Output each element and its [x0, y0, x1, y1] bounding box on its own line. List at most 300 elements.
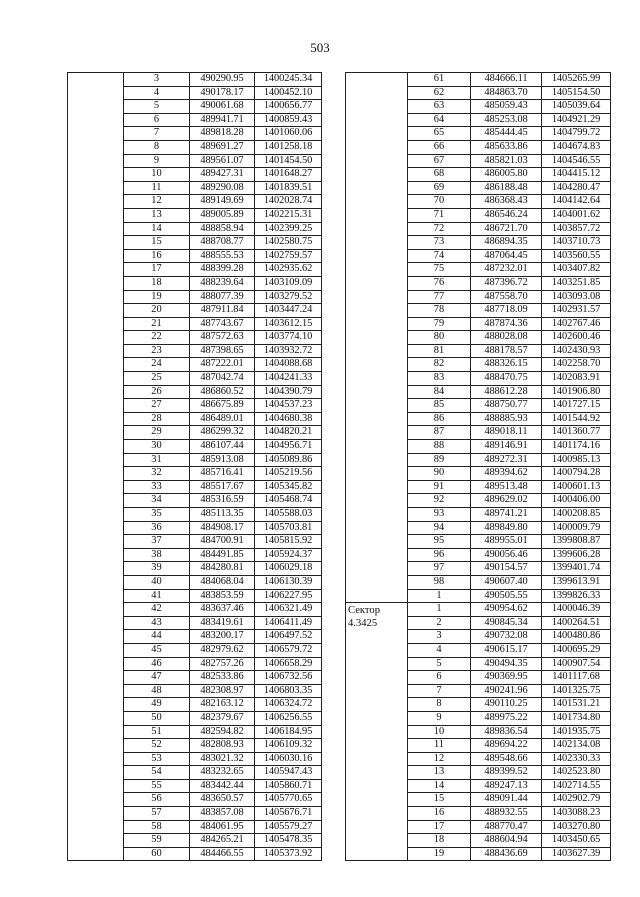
x-coordinate-cell: 482533.86 — [190, 671, 255, 685]
x-coordinate-cell: 490056.46 — [471, 548, 542, 562]
x-coordinate-cell: 483637.46 — [190, 603, 255, 617]
point-number-cell: 70 — [408, 195, 471, 209]
y-coordinate-cell: 1399808.87 — [542, 535, 611, 549]
y-coordinate-cell: 1403093.08 — [542, 290, 611, 304]
x-coordinate-cell: 489741.21 — [471, 508, 542, 522]
x-coordinate-cell: 489836.54 — [471, 725, 542, 739]
point-number-cell: 87 — [408, 426, 471, 440]
y-coordinate-cell: 1401258.18 — [255, 140, 322, 154]
y-coordinate-cell: 1401325.75 — [542, 684, 611, 698]
x-coordinate-cell: 483200.17 — [190, 630, 255, 644]
y-coordinate-cell: 1404674.83 — [542, 140, 611, 154]
y-coordinate-cell: 1403270.80 — [542, 820, 611, 834]
coordinates-table-left-body — [68, 73, 322, 861]
x-coordinate-cell: 485517.67 — [190, 480, 255, 494]
x-coordinate-cell: 487558.70 — [471, 290, 542, 304]
x-coordinate-cell: 486721.70 — [471, 222, 542, 236]
y-coordinate-cell: 1402028.74 — [255, 195, 322, 209]
point-number-cell: 67 — [408, 154, 471, 168]
x-coordinate-cell: 487042.74 — [190, 372, 255, 386]
point-number-cell: 91 — [408, 480, 471, 494]
point-number-cell: 68 — [408, 168, 471, 182]
y-coordinate-cell: 1405579.27 — [255, 820, 322, 834]
x-coordinate-cell: 489091.44 — [471, 793, 542, 807]
y-coordinate-cell: 1404537.23 — [255, 399, 322, 413]
coordinates-table-right-body — [346, 73, 611, 861]
coordinates-table-left — [67, 72, 322, 861]
point-number-cell: 85 — [408, 399, 471, 413]
point-number-cell: 92 — [408, 494, 471, 508]
point-number-cell: 13 — [408, 766, 471, 780]
x-coordinate-cell: 488077.39 — [190, 290, 255, 304]
y-coordinate-cell: 1404280.47 — [542, 181, 611, 195]
point-number-cell: 16 — [408, 807, 471, 821]
x-coordinate-cell: 482163.12 — [190, 698, 255, 712]
point-number-cell: 61 — [408, 73, 471, 87]
y-coordinate-cell: 1403088.23 — [542, 807, 611, 821]
y-coordinate-cell: 1400480.86 — [542, 630, 611, 644]
table-row — [68, 73, 322, 87]
point-number-cell: 15 — [124, 236, 190, 250]
point-number-cell: 3 — [408, 630, 471, 644]
x-coordinate-cell: 484265.21 — [190, 834, 255, 848]
point-number-cell: 38 — [124, 548, 190, 562]
x-coordinate-cell: 489149.69 — [190, 195, 255, 209]
point-number-cell: 45 — [124, 643, 190, 657]
y-coordinate-cell: 1402935.62 — [255, 263, 322, 277]
point-number-cell: 7 — [124, 127, 190, 141]
sector-label-line: Сектор — [348, 605, 380, 617]
y-coordinate-cell: 1405588.03 — [255, 508, 322, 522]
point-number-cell: 16 — [124, 249, 190, 263]
y-coordinate-cell: 1400907.54 — [542, 657, 611, 671]
x-coordinate-cell: 489849.80 — [471, 521, 542, 535]
x-coordinate-cell: 490061.68 — [190, 100, 255, 114]
y-coordinate-cell: 1402330.33 — [542, 752, 611, 766]
point-number-cell: 6 — [124, 113, 190, 127]
y-coordinate-cell: 1399613.91 — [542, 575, 611, 589]
y-coordinate-cell: 1406227.95 — [255, 589, 322, 603]
x-coordinate-cell: 489548.66 — [471, 752, 542, 766]
point-number-cell: 83 — [408, 372, 471, 386]
x-coordinate-cell: 487396.72 — [471, 276, 542, 290]
point-number-cell: 84 — [408, 385, 471, 399]
point-number-cell: 63 — [408, 100, 471, 114]
y-coordinate-cell: 1399826.33 — [542, 589, 611, 603]
table-row — [346, 603, 611, 617]
x-coordinate-cell: 484280.81 — [190, 562, 255, 576]
x-coordinate-cell: 488239.64 — [190, 276, 255, 290]
x-coordinate-cell: 484491.85 — [190, 548, 255, 562]
y-coordinate-cell: 1400985.13 — [542, 453, 611, 467]
x-coordinate-cell: 487743.67 — [190, 317, 255, 331]
point-number-cell: 10 — [124, 168, 190, 182]
y-coordinate-cell: 1405154.50 — [542, 86, 611, 100]
y-coordinate-cell: 1401648.27 — [255, 168, 322, 182]
y-coordinate-cell: 1402759.57 — [255, 249, 322, 263]
x-coordinate-cell: 486860.52 — [190, 385, 255, 399]
point-number-cell: 28 — [124, 412, 190, 426]
y-coordinate-cell: 1404820.21 — [255, 426, 322, 440]
point-number-cell: 47 — [124, 671, 190, 685]
y-coordinate-cell: 1402580.75 — [255, 236, 322, 250]
point-number-cell: 34 — [124, 494, 190, 508]
point-number-cell: 44 — [124, 630, 190, 644]
y-coordinate-cell: 1401734.80 — [542, 711, 611, 725]
y-coordinate-cell: 1400859.43 — [255, 113, 322, 127]
point-number-cell: 33 — [124, 480, 190, 494]
y-coordinate-cell: 1402430.93 — [542, 344, 611, 358]
point-number-cell: 1 — [408, 589, 471, 603]
point-number-cell: 31 — [124, 453, 190, 467]
x-coordinate-cell: 484700.91 — [190, 535, 255, 549]
x-coordinate-cell: 488750.77 — [471, 399, 542, 413]
x-coordinate-cell: 490615.17 — [471, 643, 542, 657]
point-number-cell: 9 — [408, 711, 471, 725]
y-coordinate-cell: 1403251.85 — [542, 276, 611, 290]
x-coordinate-cell: 483650.57 — [190, 793, 255, 807]
x-coordinate-cell: 490178.17 — [190, 86, 255, 100]
point-number-cell: 22 — [124, 331, 190, 345]
y-coordinate-cell: 1403710.73 — [542, 236, 611, 250]
point-number-cell: 12 — [408, 752, 471, 766]
point-number-cell: 97 — [408, 562, 471, 576]
y-coordinate-cell: 1404956.71 — [255, 440, 322, 454]
point-number-cell: 9 — [124, 154, 190, 168]
x-coordinate-cell: 485316.59 — [190, 494, 255, 508]
x-coordinate-cell: 489941.71 — [190, 113, 255, 127]
point-number-cell: 14 — [124, 222, 190, 236]
y-coordinate-cell: 1405676.71 — [255, 807, 322, 821]
y-coordinate-cell: 1406130.39 — [255, 575, 322, 589]
y-coordinate-cell: 1400452.10 — [255, 86, 322, 100]
x-coordinate-cell: 484068.04 — [190, 575, 255, 589]
point-number-cell: 1 — [408, 603, 471, 617]
x-coordinate-cell: 482308.97 — [190, 684, 255, 698]
y-coordinate-cell: 1405770.65 — [255, 793, 322, 807]
point-number-cell: 17 — [124, 263, 190, 277]
point-number-cell: 69 — [408, 181, 471, 195]
table-row — [346, 73, 611, 87]
point-number-cell: 75 — [408, 263, 471, 277]
y-coordinate-cell: 1406321.49 — [255, 603, 322, 617]
y-coordinate-cell: 1400406.00 — [542, 494, 611, 508]
point-number-cell: 59 — [124, 834, 190, 848]
x-coordinate-cell: 482594.82 — [190, 725, 255, 739]
y-coordinate-cell: 1400695.29 — [542, 643, 611, 657]
point-number-cell: 54 — [124, 766, 190, 780]
x-coordinate-cell: 485253.08 — [471, 113, 542, 127]
y-coordinate-cell: 1401117.68 — [542, 671, 611, 685]
x-coordinate-cell: 488932.55 — [471, 807, 542, 821]
y-coordinate-cell: 1401544.92 — [542, 412, 611, 426]
point-number-cell: 48 — [124, 684, 190, 698]
y-coordinate-cell: 1403612.15 — [255, 317, 322, 331]
point-number-cell: 49 — [124, 698, 190, 712]
x-coordinate-cell: 482808.93 — [190, 739, 255, 753]
y-coordinate-cell: 1400794.28 — [542, 467, 611, 481]
sector-label — [68, 73, 124, 861]
y-coordinate-cell: 1405345.82 — [255, 480, 322, 494]
point-number-cell: 79 — [408, 317, 471, 331]
point-number-cell: 58 — [124, 820, 190, 834]
x-coordinate-cell: 488470.75 — [471, 372, 542, 386]
point-number-cell: 11 — [408, 739, 471, 753]
point-number-cell: 15 — [408, 793, 471, 807]
x-coordinate-cell: 490732.08 — [471, 630, 542, 644]
y-coordinate-cell: 1406030.16 — [255, 752, 322, 766]
point-number-cell: 13 — [124, 208, 190, 222]
x-coordinate-cell: 490954.62 — [471, 603, 542, 617]
point-number-cell: 98 — [408, 575, 471, 589]
x-coordinate-cell: 485716.41 — [190, 467, 255, 481]
x-coordinate-cell: 488436.69 — [471, 847, 542, 861]
y-coordinate-cell: 1399401.74 — [542, 562, 611, 576]
x-coordinate-cell: 486005.80 — [471, 168, 542, 182]
point-number-cell: 21 — [124, 317, 190, 331]
x-coordinate-cell: 489955.01 — [471, 535, 542, 549]
point-number-cell: 88 — [408, 440, 471, 454]
point-number-cell: 41 — [124, 589, 190, 603]
x-coordinate-cell: 486675.89 — [190, 399, 255, 413]
point-number-cell: 60 — [124, 847, 190, 861]
x-coordinate-cell: 485059.43 — [471, 100, 542, 114]
point-number-cell: 8 — [124, 140, 190, 154]
y-coordinate-cell: 1401531.21 — [542, 698, 611, 712]
point-number-cell: 30 — [124, 440, 190, 454]
y-coordinate-cell: 1405089.86 — [255, 453, 322, 467]
y-coordinate-cell: 1405468.74 — [255, 494, 322, 508]
x-coordinate-cell: 487911.84 — [190, 304, 255, 318]
y-coordinate-cell: 1402714.55 — [542, 779, 611, 793]
y-coordinate-cell: 1403407.82 — [542, 263, 611, 277]
x-coordinate-cell: 486489.01 — [190, 412, 255, 426]
point-number-cell: 26 — [124, 385, 190, 399]
y-coordinate-cell: 1406497.52 — [255, 630, 322, 644]
x-coordinate-cell: 487232.01 — [471, 263, 542, 277]
x-coordinate-cell: 487572.63 — [190, 331, 255, 345]
y-coordinate-cell: 1400245.34 — [255, 73, 322, 87]
y-coordinate-cell: 1401360.77 — [542, 426, 611, 440]
point-number-cell: 5 — [408, 657, 471, 671]
point-number-cell: 29 — [124, 426, 190, 440]
point-number-cell: 95 — [408, 535, 471, 549]
x-coordinate-cell: 489691.27 — [190, 140, 255, 154]
y-coordinate-cell: 1402931.57 — [542, 304, 611, 318]
x-coordinate-cell: 486368.43 — [471, 195, 542, 209]
point-number-cell: 90 — [408, 467, 471, 481]
point-number-cell: 40 — [124, 575, 190, 589]
x-coordinate-cell: 482757.26 — [190, 657, 255, 671]
sector-label-line: 4.3425 — [348, 617, 378, 629]
point-number-cell: 81 — [408, 344, 471, 358]
point-number-cell: 76 — [408, 276, 471, 290]
y-coordinate-cell: 1400009.79 — [542, 521, 611, 535]
point-number-cell: 35 — [124, 508, 190, 522]
y-coordinate-cell: 1400656.77 — [255, 100, 322, 114]
x-coordinate-cell: 484666.11 — [471, 73, 542, 87]
y-coordinate-cell: 1402523.80 — [542, 766, 611, 780]
x-coordinate-cell: 483232.65 — [190, 766, 255, 780]
x-coordinate-cell: 489629.02 — [471, 494, 542, 508]
y-coordinate-cell: 1406109.32 — [255, 739, 322, 753]
point-number-cell: 66 — [408, 140, 471, 154]
x-coordinate-cell: 489561.07 — [190, 154, 255, 168]
y-coordinate-cell: 1406579.72 — [255, 643, 322, 657]
x-coordinate-cell: 487398.65 — [190, 344, 255, 358]
x-coordinate-cell: 488028.08 — [471, 331, 542, 345]
y-coordinate-cell: 1402767.46 — [542, 317, 611, 331]
point-number-cell: 39 — [124, 562, 190, 576]
y-coordinate-cell: 1405373.92 — [255, 847, 322, 861]
y-coordinate-cell: 1401906.80 — [542, 385, 611, 399]
y-coordinate-cell: 1400264.51 — [542, 616, 611, 630]
point-number-cell: 73 — [408, 236, 471, 250]
point-number-cell: 6 — [408, 671, 471, 685]
point-number-cell: 86 — [408, 412, 471, 426]
point-number-cell: 14 — [408, 779, 471, 793]
y-coordinate-cell: 1403279.52 — [255, 290, 322, 304]
y-coordinate-cell: 1405265.99 — [542, 73, 611, 87]
point-number-cell: 74 — [408, 249, 471, 263]
point-number-cell: 36 — [124, 521, 190, 535]
y-coordinate-cell: 1401174.16 — [542, 440, 611, 454]
point-number-cell: 19 — [408, 847, 471, 861]
x-coordinate-cell: 482379.67 — [190, 711, 255, 725]
point-number-cell: 77 — [408, 290, 471, 304]
x-coordinate-cell: 489694.22 — [471, 739, 542, 753]
point-number-cell: 55 — [124, 779, 190, 793]
y-coordinate-cell: 1405860.71 — [255, 779, 322, 793]
y-coordinate-cell: 1402258.70 — [542, 358, 611, 372]
y-coordinate-cell: 1402600.46 — [542, 331, 611, 345]
x-coordinate-cell: 485113.35 — [190, 508, 255, 522]
point-number-cell: 65 — [408, 127, 471, 141]
point-number-cell: 96 — [408, 548, 471, 562]
x-coordinate-cell: 488612.28 — [471, 385, 542, 399]
x-coordinate-cell: 489513.48 — [471, 480, 542, 494]
point-number-cell: 43 — [124, 616, 190, 630]
y-coordinate-cell: 1404241.33 — [255, 372, 322, 386]
point-number-cell: 2 — [408, 616, 471, 630]
x-coordinate-cell: 486107.44 — [190, 440, 255, 454]
sector-label — [346, 603, 408, 861]
point-number-cell: 3 — [124, 73, 190, 87]
x-coordinate-cell: 485821.03 — [471, 154, 542, 168]
y-coordinate-cell: 1404799.72 — [542, 127, 611, 141]
x-coordinate-cell: 490369.95 — [471, 671, 542, 685]
y-coordinate-cell: 1406803.35 — [255, 684, 322, 698]
y-coordinate-cell: 1401839.51 — [255, 181, 322, 195]
x-coordinate-cell: 483419.61 — [190, 616, 255, 630]
y-coordinate-cell: 1400601.13 — [542, 480, 611, 494]
point-number-cell: 53 — [124, 752, 190, 766]
x-coordinate-cell: 487222.01 — [190, 358, 255, 372]
coordinates-table-right — [345, 72, 611, 861]
y-coordinate-cell: 1405478.35 — [255, 834, 322, 848]
y-coordinate-cell: 1403932.72 — [255, 344, 322, 358]
x-coordinate-cell: 486188.48 — [471, 181, 542, 195]
point-number-cell: 18 — [124, 276, 190, 290]
point-number-cell: 64 — [408, 113, 471, 127]
y-coordinate-cell: 1404921.29 — [542, 113, 611, 127]
y-coordinate-cell: 1402902.79 — [542, 793, 611, 807]
point-number-cell: 27 — [124, 399, 190, 413]
x-coordinate-cell: 489272.31 — [471, 453, 542, 467]
x-coordinate-cell: 484466.55 — [190, 847, 255, 861]
x-coordinate-cell: 484908.17 — [190, 521, 255, 535]
y-coordinate-cell: 1401727.15 — [542, 399, 611, 413]
y-coordinate-cell: 1405039.64 — [542, 100, 611, 114]
x-coordinate-cell: 484863.70 — [471, 86, 542, 100]
x-coordinate-cell: 490290.95 — [190, 73, 255, 87]
y-coordinate-cell: 1400208.85 — [542, 508, 611, 522]
y-coordinate-cell: 1405947.43 — [255, 766, 322, 780]
x-coordinate-cell: 488399.28 — [190, 263, 255, 277]
point-number-cell: 78 — [408, 304, 471, 318]
point-number-cell: 23 — [124, 344, 190, 358]
x-coordinate-cell: 489394.62 — [471, 467, 542, 481]
y-coordinate-cell: 1401454.50 — [255, 154, 322, 168]
point-number-cell: 50 — [124, 711, 190, 725]
y-coordinate-cell: 1404001.62 — [542, 208, 611, 222]
point-number-cell: 4 — [124, 86, 190, 100]
point-number-cell: 93 — [408, 508, 471, 522]
page-number: 503 — [310, 40, 330, 55]
point-number-cell: 89 — [408, 453, 471, 467]
x-coordinate-cell: 489399.52 — [471, 766, 542, 780]
x-coordinate-cell: 490845.34 — [471, 616, 542, 630]
point-number-cell: 18 — [408, 834, 471, 848]
point-number-cell: 56 — [124, 793, 190, 807]
x-coordinate-cell: 490241.96 — [471, 684, 542, 698]
y-coordinate-cell: 1405703.81 — [255, 521, 322, 535]
point-number-cell: 72 — [408, 222, 471, 236]
y-coordinate-cell: 1406324.72 — [255, 698, 322, 712]
point-number-cell: 71 — [408, 208, 471, 222]
y-coordinate-cell: 1406184.95 — [255, 725, 322, 739]
y-coordinate-cell: 1404088.68 — [255, 358, 322, 372]
point-number-cell: 5 — [124, 100, 190, 114]
x-coordinate-cell: 486546.24 — [471, 208, 542, 222]
x-coordinate-cell: 489247.13 — [471, 779, 542, 793]
y-coordinate-cell: 1406411.49 — [255, 616, 322, 630]
x-coordinate-cell: 487718.09 — [471, 304, 542, 318]
x-coordinate-cell: 488858.94 — [190, 222, 255, 236]
point-number-cell: 11 — [124, 181, 190, 195]
point-number-cell: 46 — [124, 657, 190, 671]
y-coordinate-cell: 1404680.38 — [255, 412, 322, 426]
x-coordinate-cell: 488885.93 — [471, 412, 542, 426]
sector-label — [346, 73, 408, 603]
x-coordinate-cell: 489290.08 — [190, 181, 255, 195]
y-coordinate-cell: 1406256.55 — [255, 711, 322, 725]
x-coordinate-cell: 490154.57 — [471, 562, 542, 576]
point-number-cell: 17 — [408, 820, 471, 834]
x-coordinate-cell: 485913.08 — [190, 453, 255, 467]
x-coordinate-cell: 488708.77 — [190, 236, 255, 250]
y-coordinate-cell: 1404390.79 — [255, 385, 322, 399]
x-coordinate-cell: 483442.44 — [190, 779, 255, 793]
point-number-cell: 8 — [408, 698, 471, 712]
point-number-cell: 80 — [408, 331, 471, 345]
x-coordinate-cell: 485633.86 — [471, 140, 542, 154]
y-coordinate-cell: 1404415.12 — [542, 168, 611, 182]
x-coordinate-cell: 488326.15 — [471, 358, 542, 372]
x-coordinate-cell: 490505.55 — [471, 589, 542, 603]
x-coordinate-cell: 482979.62 — [190, 643, 255, 657]
x-coordinate-cell: 488555.53 — [190, 249, 255, 263]
